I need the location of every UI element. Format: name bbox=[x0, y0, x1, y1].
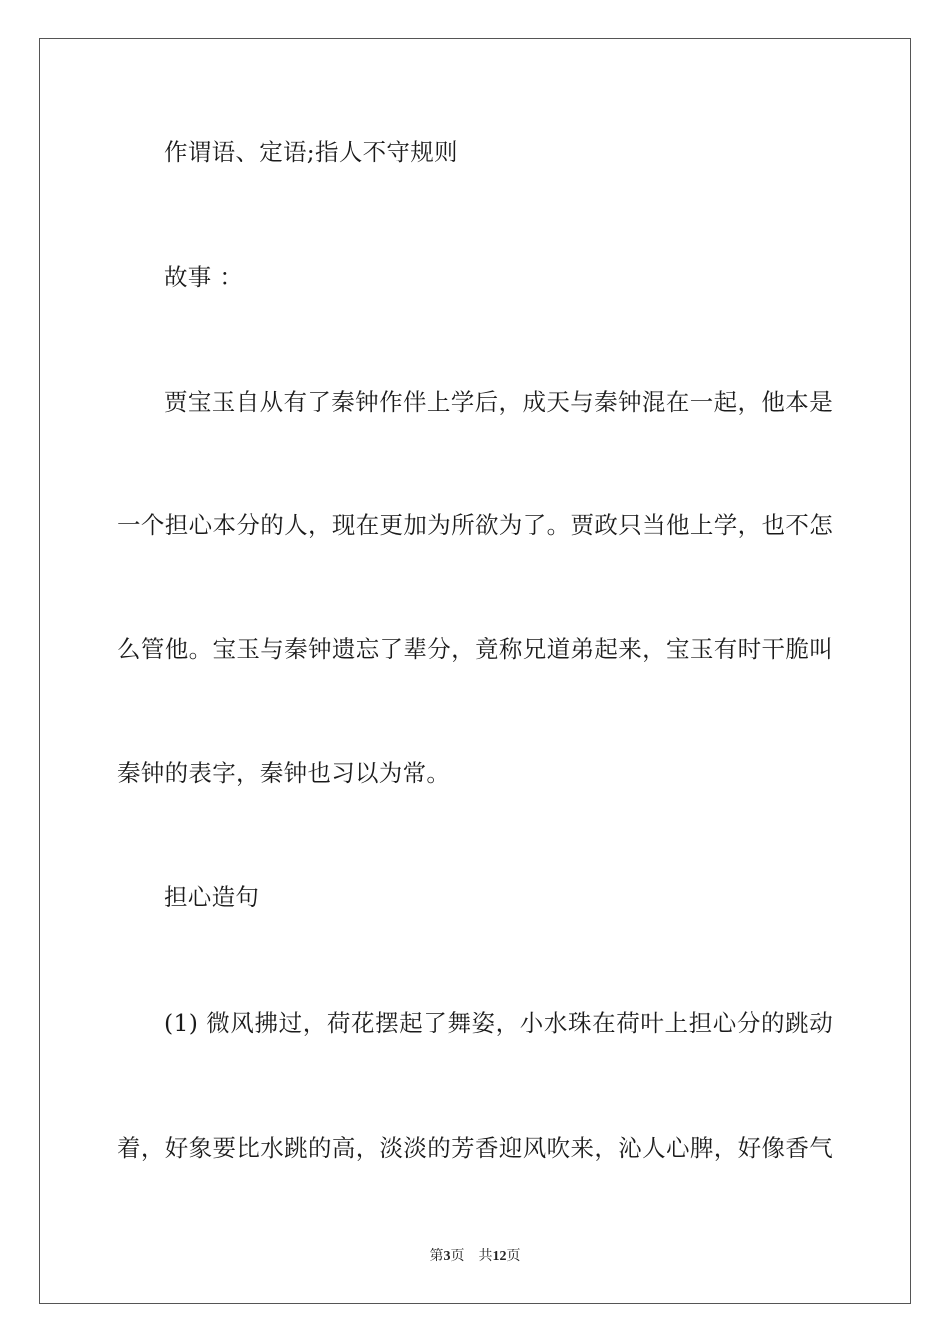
story-line-3: 么管他。宝玉与秦钟遗忘了辈分，竟称兄道弟起来，宝玉有时干脆叫 bbox=[117, 635, 833, 663]
story-line-4: 秦钟的表字，秦钟也习以为常。 bbox=[117, 759, 451, 787]
footer-total-prefix: 共 bbox=[478, 1249, 493, 1264]
footer-page-prefix: 第 bbox=[429, 1249, 444, 1264]
page-border bbox=[39, 38, 911, 1304]
example-line-1: (1) 微风拂过，荷花摆起了舞姿，小水珠在荷叶上担心分的跳动 bbox=[164, 1009, 833, 1037]
footer-page-suffix: 页 bbox=[450, 1249, 465, 1264]
story-heading: 故事 ： bbox=[164, 263, 244, 291]
example-heading: 担心造句 bbox=[164, 883, 260, 911]
example-line-2: 着，好象要比水跳的高，淡淡的芳香迎风吹来，沁人心脾，好像香气 bbox=[117, 1134, 833, 1162]
usage-line: 作谓语、定语;指人不守规则 bbox=[164, 138, 458, 166]
footer-page-current: 3 bbox=[443, 1249, 451, 1264]
story-line-2: 一个担心本分的人，现在更加为所欲为了。贾政只当他上学，也不怎 bbox=[117, 511, 833, 539]
story-line-1: 贾宝玉自从有了秦钟作伴上学后，成天与秦钟混在一起，他本是 bbox=[164, 388, 833, 416]
footer-page-total: 12 bbox=[492, 1249, 507, 1264]
page-footer bbox=[0, 1248, 950, 1266]
footer-total-suffix: 页 bbox=[506, 1249, 521, 1264]
